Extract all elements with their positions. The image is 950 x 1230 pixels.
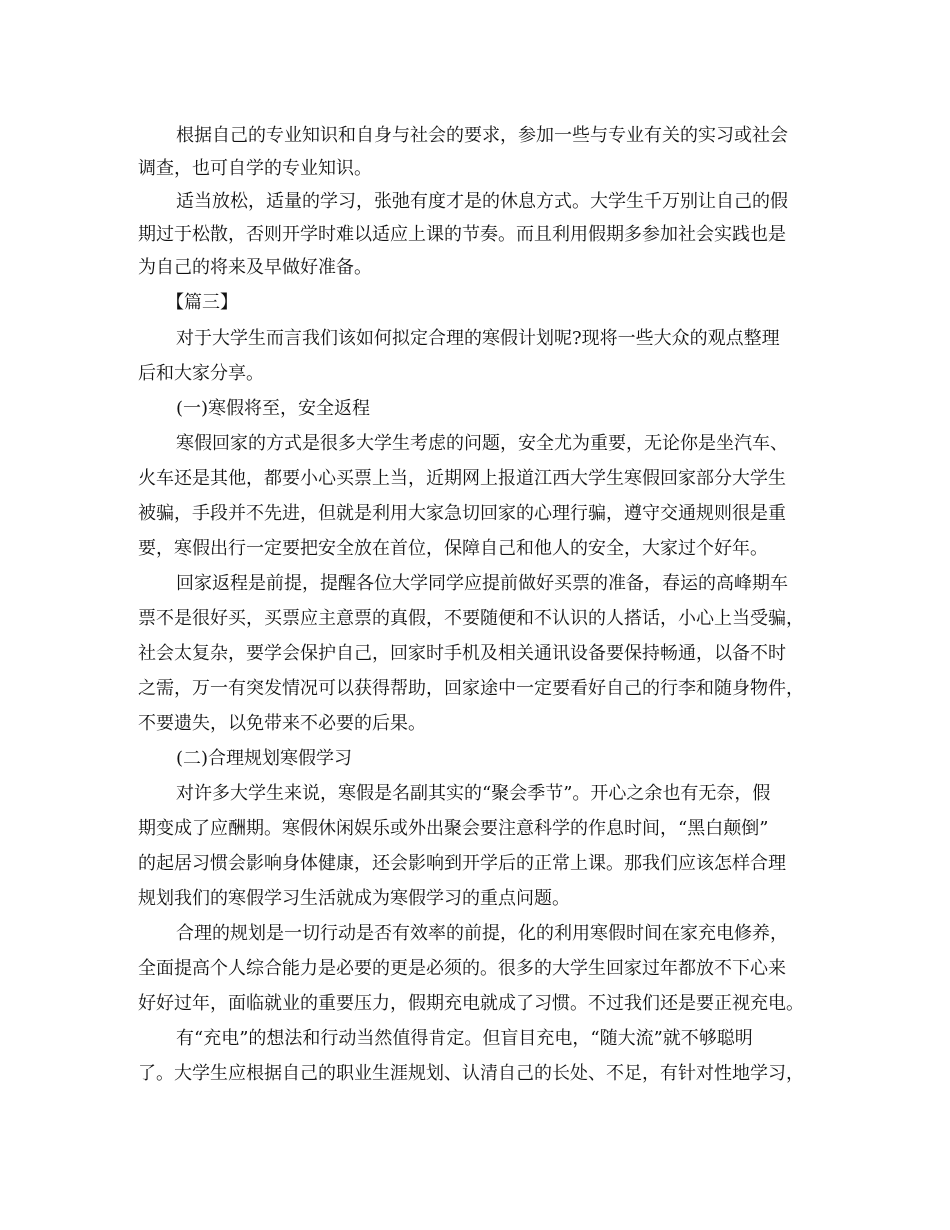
paragraph-line: 之需，万一有突发情况可以获得帮助，回家途中一定要看好自己的行李和随身物件，	[138, 678, 804, 699]
paragraph-line: 规划我们的寒假学习生活就成为寒假学习的重点问题。	[138, 888, 570, 909]
paragraph-line: 有“充电”的想法和行动当然值得肯定。但盲目充电，“随大流”就不够聪明	[176, 1028, 753, 1049]
paragraph-line: 好好过年，面临就业的重要压力，假期充电就成了习惯。不过我们还是要正视充电。	[138, 993, 804, 1014]
paragraph-line: 后和大家分享。	[138, 363, 264, 384]
paragraph-line: 期过于松散，否则开学时难以适应上课的节奏。而且利用假期多参加社会实践也是	[138, 224, 786, 245]
paragraph-line: 根据自己的专业知识和自身与社会的要求，参加一些与专业有关的实习或社会	[176, 125, 788, 146]
paragraph-line: 寒假回家的方式是很多大学生考虑的问题，安全尤为重要，无论你是坐汽车、	[176, 433, 788, 454]
paragraph-line: 对于大学生而言我们该如何拟定合理的寒假计划呢?现将一些大众的观点整理	[176, 328, 780, 349]
paragraph-line: 了。大学生应根据自己的职业生涯规划、认清自己的长处、不足，有针对性地学习，	[138, 1063, 804, 1084]
paragraph-line: 不要遗失，以免带来不必要的后果。	[138, 713, 426, 734]
paragraph-line: 为自己的将来及早做好准备。	[138, 257, 372, 278]
paragraph-line: 票不是很好买，买票应主意票的真假，不要随便和不认识的人搭话，小心上当受骗，	[138, 608, 804, 629]
paragraph-line: 回家返程是前提，提醒各位大学同学应提前做好买票的准备，春运的高峰期车	[176, 573, 788, 594]
paragraph-line: 调查，也可自学的专业知识。	[138, 158, 372, 179]
paragraph-line: 要，寒假出行一定要把安全放在首位，保障自己和他人的安全，大家过个好年。	[138, 538, 768, 559]
paragraph-line: 合理的规划是一切行动是否有效率的前提，化的利用寒假时间在家充电修养，	[176, 923, 788, 944]
subheading: (一)寒假将至，安全返程	[176, 398, 371, 419]
paragraph-line: 对许多大学生来说，寒假是名副其实的“聚会季节”。开心之余也有无奈，假	[176, 783, 771, 804]
paragraph-line: 社会太复杂，要学会保护自己，回家时手机及相关通讯设备要保持畅通，以备不时	[138, 643, 786, 664]
paragraph-line: 适当放松，适量的学习，张弛有度才是的休息方式。大学生千万别让自己的假	[176, 191, 788, 212]
paragraph-line: 全面提高个人综合能力是必要的更是必须的。很多的大学生回家过年都放不下心来	[138, 958, 786, 979]
paragraph-line: 期变成了应酬期。寒假休闲娱乐或外出聚会要注意科学的作息时间，“黑白颠倒”	[138, 818, 769, 839]
paragraph-line: 火车还是其他，都要小心买票上当，近期网上报道江西大学生寒假回家部分大学生	[138, 468, 786, 489]
paragraph-line: 被骗，手段并不先进，但就是利用大家急切回家的心理行骗，遵守交通规则很是重	[138, 503, 786, 524]
paragraph-line: 的起居习惯会影响身体健康，还会影响到开学后的正常上课。那我们应该怎样合理	[138, 853, 786, 874]
section-heading: 【篇三】	[166, 292, 238, 313]
subheading: (二)合理规划寒假学习	[176, 748, 353, 769]
